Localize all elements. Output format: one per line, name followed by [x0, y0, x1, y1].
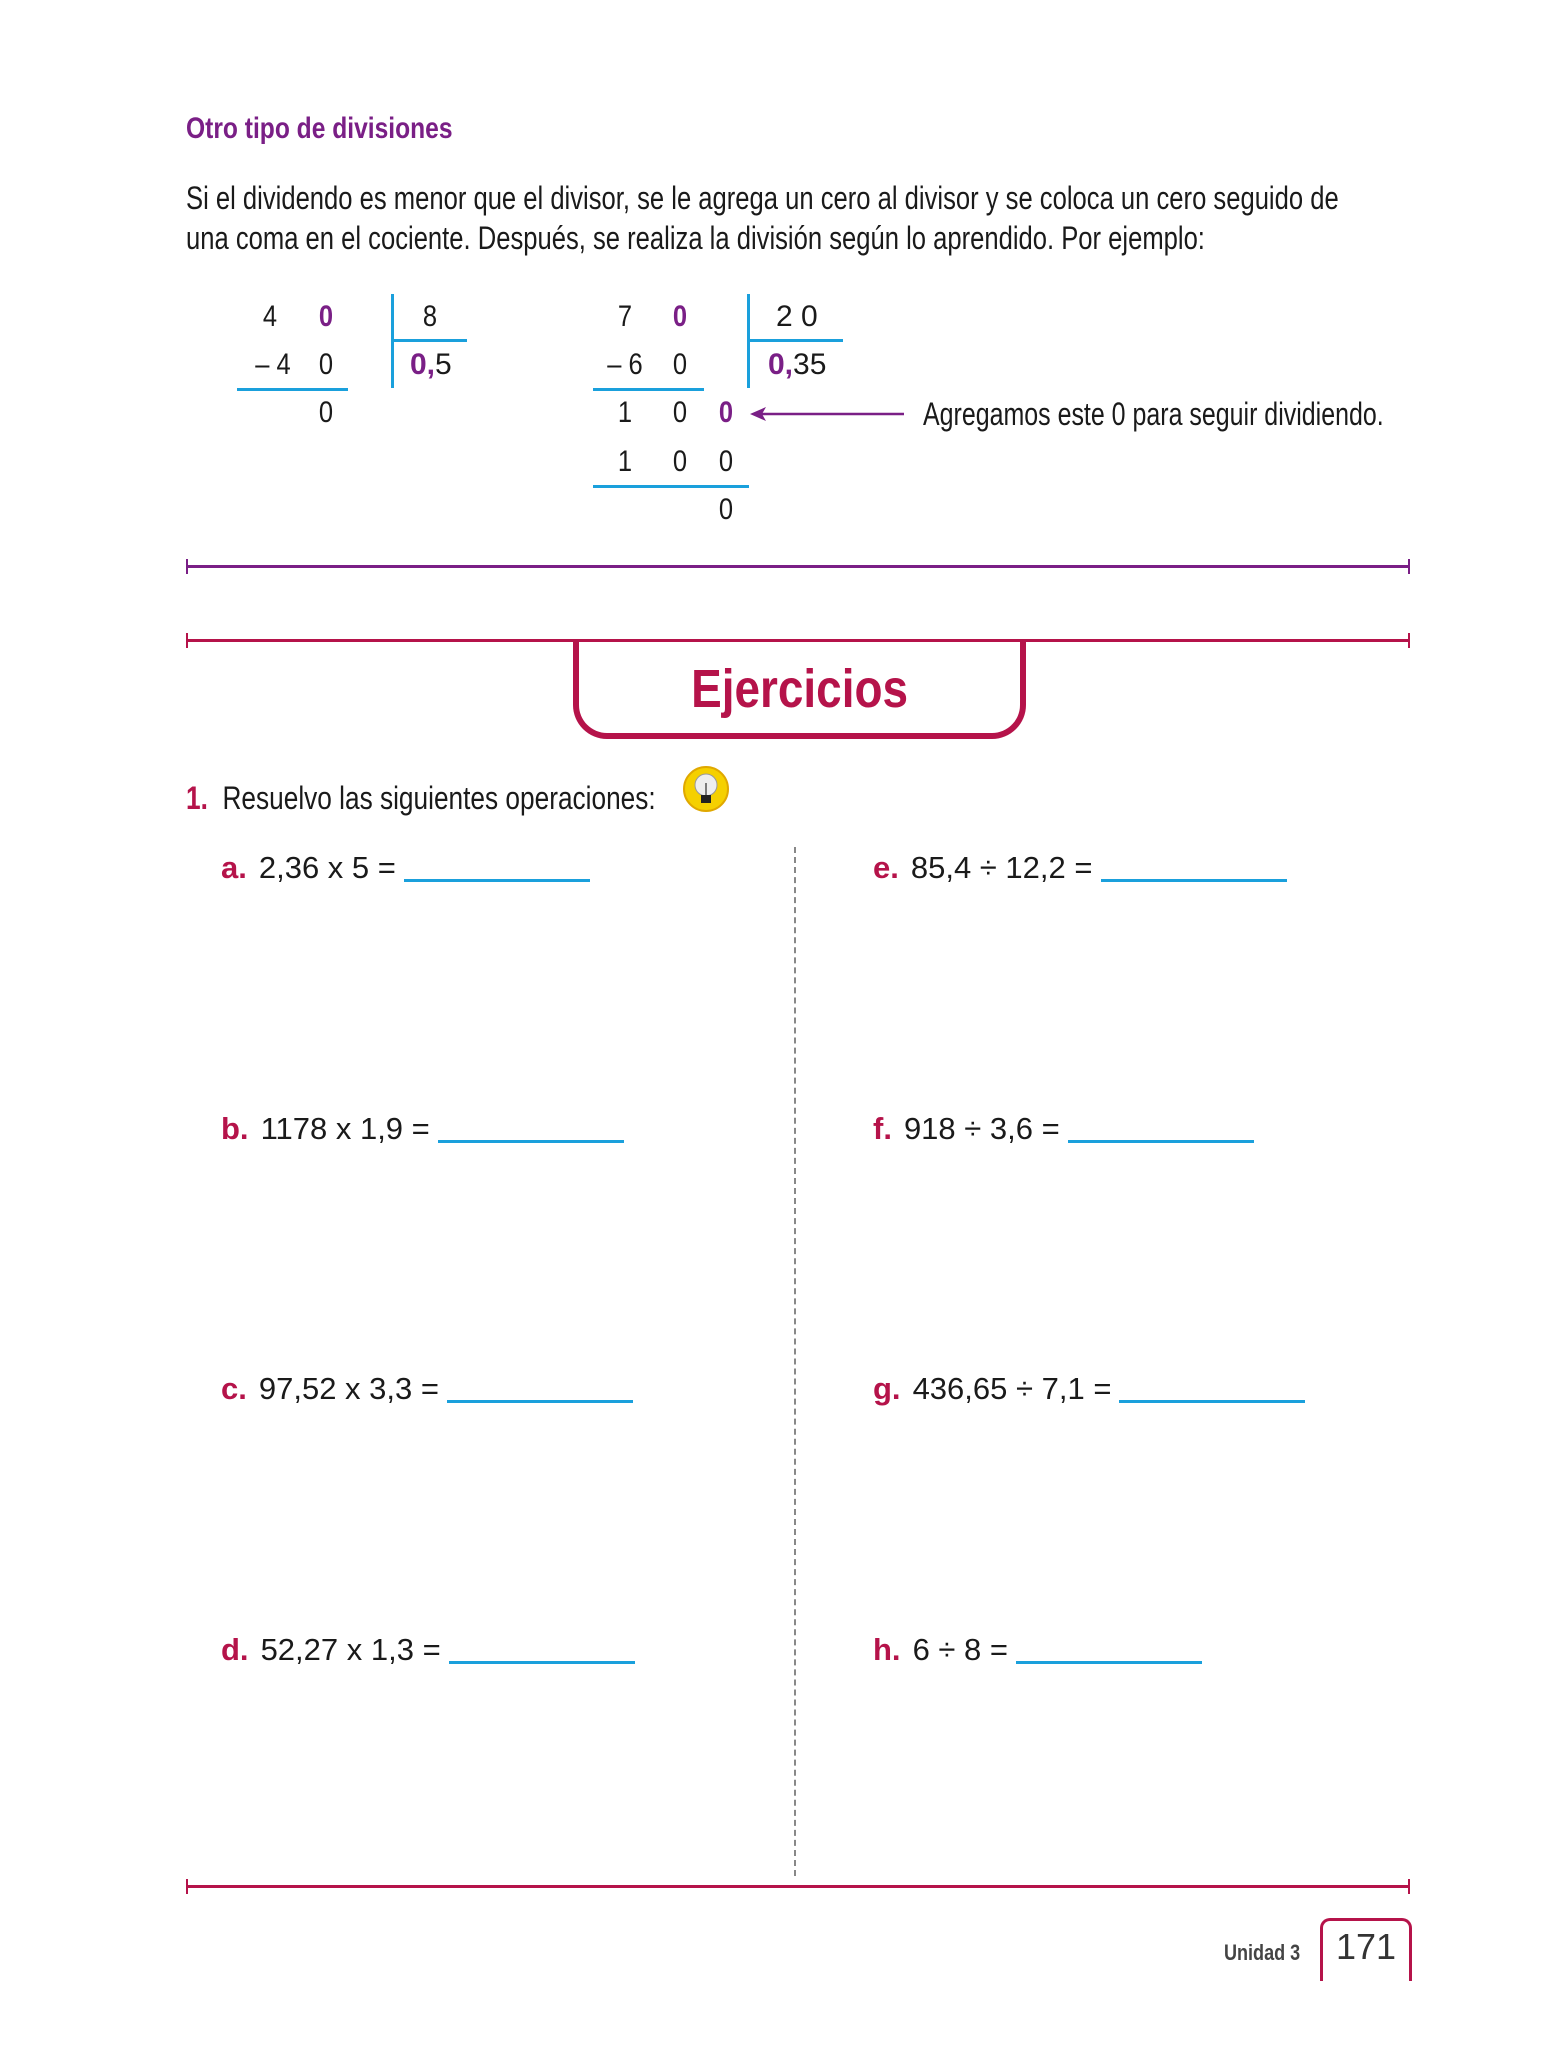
divisor: 2 0 [776, 300, 818, 333]
paragraph-line-1: Si el dividendo es menor que el divisor, se le agrega un cero al divisor y se coloca un cero seguido de [186, 180, 1339, 216]
section-title: Otro tipo de divisiones [186, 112, 453, 145]
digit: 0 [672, 445, 688, 478]
answer-field[interactable] [1016, 1661, 1202, 1664]
digit: 0 [672, 300, 688, 333]
digit: 4 [262, 300, 278, 333]
answer-field[interactable] [1101, 879, 1287, 882]
digit: 0 [672, 348, 688, 381]
exercise-b: b. 1178 x 1,9 = [221, 1111, 624, 1147]
answer-field[interactable] [1068, 1140, 1254, 1143]
subtraction-line [593, 485, 749, 488]
answer-field[interactable] [438, 1140, 624, 1143]
page-number: 171 [1335, 1926, 1397, 1967]
exercise-a: a. 2,36 x 5 = [221, 850, 590, 886]
digit: – 6 [607, 348, 643, 381]
exercise-g: g. 436,65 ÷ 7,1 = [873, 1371, 1305, 1407]
answer-field[interactable] [404, 879, 590, 882]
exercise-d: d. 52,27 x 1,3 = [221, 1632, 635, 1668]
digit: – 4 [255, 348, 291, 381]
exercise-f: f. 918 ÷ 3,6 = [873, 1111, 1254, 1147]
exercises-heading: Ejercicios [691, 659, 908, 719]
answer-field[interactable] [449, 1661, 635, 1664]
section-divider [186, 565, 1410, 568]
paragraph-line-2: una coma en el cociente. Después, se realiza la división según lo aprendido. Por ejemplo: [186, 220, 1205, 256]
exercises-bottom-rule [186, 1885, 1410, 1888]
digit: 0 [718, 445, 734, 478]
answer-field[interactable] [447, 1400, 633, 1403]
instruction [186, 780, 759, 817]
digit: 1 [617, 445, 633, 478]
divisor: 8 [422, 300, 438, 333]
subtraction-line [237, 388, 348, 391]
instruction-text: Resuelvo las siguientes operaciones: [222, 780, 656, 816]
digit: 1 [617, 396, 633, 429]
subtraction-line [593, 388, 704, 391]
digit: 0 [318, 396, 334, 429]
digit: 0 [318, 348, 334, 381]
digit: 0 [718, 493, 734, 526]
answer-field[interactable] [1119, 1400, 1305, 1403]
digit: 7 [617, 300, 633, 333]
annotation: Agregamos este 0 para seguir dividiendo. [923, 396, 1384, 432]
unit-label: Unidad 3 [1224, 1940, 1301, 1965]
arrow-left-icon [748, 405, 906, 423]
exercise-c: c. 97,52 x 3,3 = [221, 1371, 633, 1407]
lightbulb-icon [682, 765, 730, 813]
quotient: 0,35 [768, 348, 827, 381]
digit: 0 [672, 396, 688, 429]
exercise-h: h. 6 ÷ 8 = [873, 1632, 1202, 1668]
added-zero: 0 [718, 396, 734, 429]
digit: 0 [318, 300, 334, 333]
instruction-number: 1. [186, 780, 208, 816]
column-divider [794, 847, 796, 1876]
quotient: 0,5 [410, 348, 452, 381]
divisor-line [391, 339, 467, 342]
divisor-line [747, 339, 843, 342]
exercise-e: e. 85,4 ÷ 12,2 = [873, 850, 1287, 886]
